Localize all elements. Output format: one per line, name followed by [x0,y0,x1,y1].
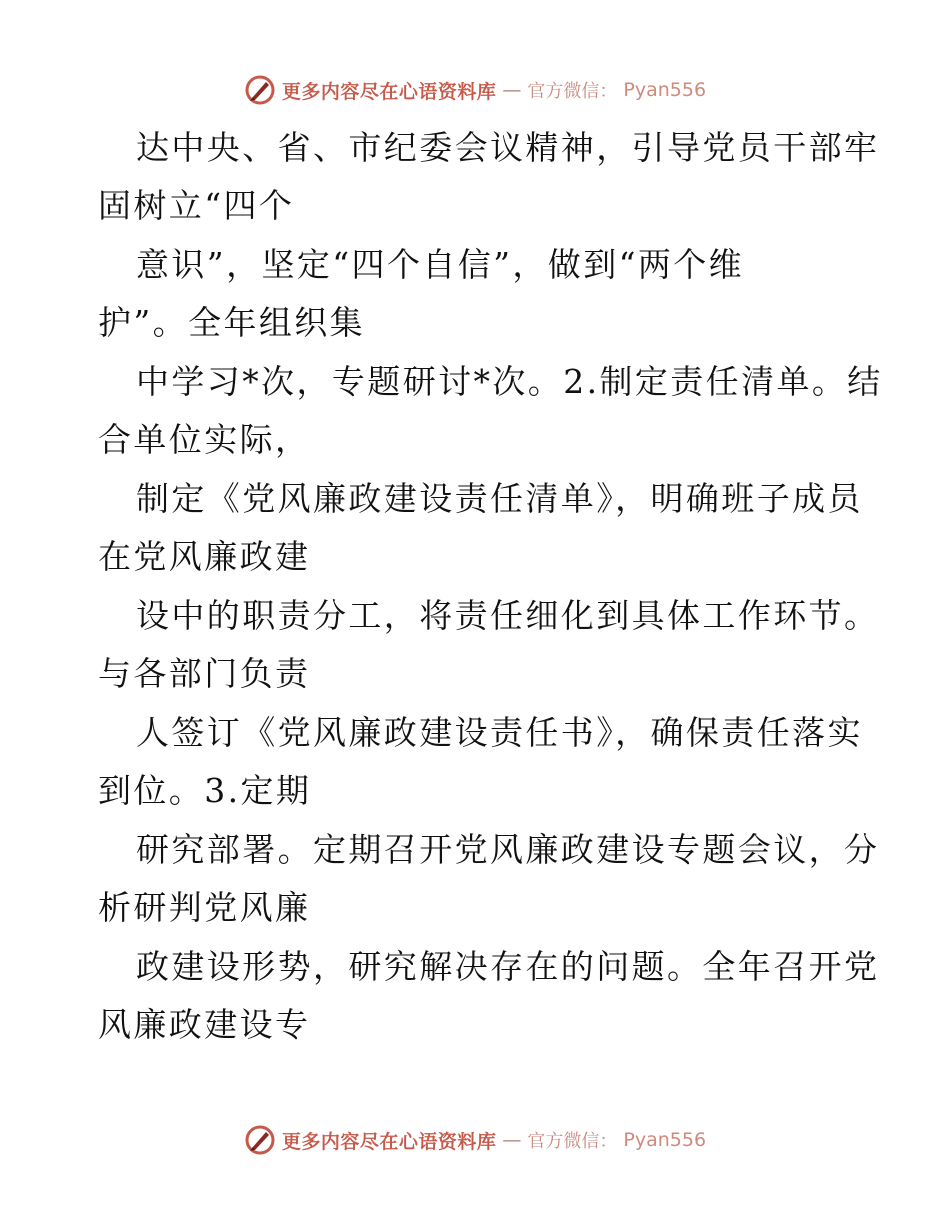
watermark-subtitle: 官方微信： [527,1131,618,1152]
text-line: 政建设形势，研究解决存在的问题。全年召开党 [136,947,880,986]
text-line: 研究部署。定期召开党风廉政建设专题会议，分 [136,830,880,869]
text-line: 在党风廉政建 [98,537,311,576]
text-line: 风廉政建设专 [98,1005,311,1044]
watermark-dash: — [502,1129,522,1151]
text-line: 护”。全年组织集 [98,303,366,342]
text-line: 中学习*次，专题研讨*次。2.制定责任清单。结 [136,362,883,401]
text-line: 合单位实际， [98,420,311,459]
text-line: 制定《党风廉政建设责任清单》，明确班子成员 [136,479,863,518]
quill-pen-logo-icon [244,74,276,106]
footer-watermark [0,1120,950,1160]
text-line: 设中的职责分工，将责任细化到具体工作环节。 [136,596,880,635]
text-line: 到位。3.定期 [98,771,312,810]
text-line: 人签订《党风廉政建设责任书》，确保责任落实 [136,713,863,752]
watermark-wechat-id: Pyan556 [623,79,707,101]
watermark-dash: — [502,79,522,101]
text-line: 固树立“四个 [98,186,295,225]
watermark-text-cn: 更多内容尽在心语资料库 [281,80,497,103]
watermark-subtitle: 官方微信： [527,81,618,102]
text-line: 析研判党风廉 [98,888,311,927]
watermark-wechat-id: Pyan556 [623,1129,707,1151]
text-line: 达中央、省、市纪委会议精神，引导党员干部牢 [136,128,880,167]
header-watermark [0,70,950,110]
text-line: 意识”，坚定“四个自信”，做到“两个维 [136,245,745,284]
quill-pen-logo-icon [244,1124,276,1156]
text-line: 与各部门负责 [98,654,311,693]
watermark-text-cn: 更多内容尽在心语资料库 [281,1130,497,1153]
